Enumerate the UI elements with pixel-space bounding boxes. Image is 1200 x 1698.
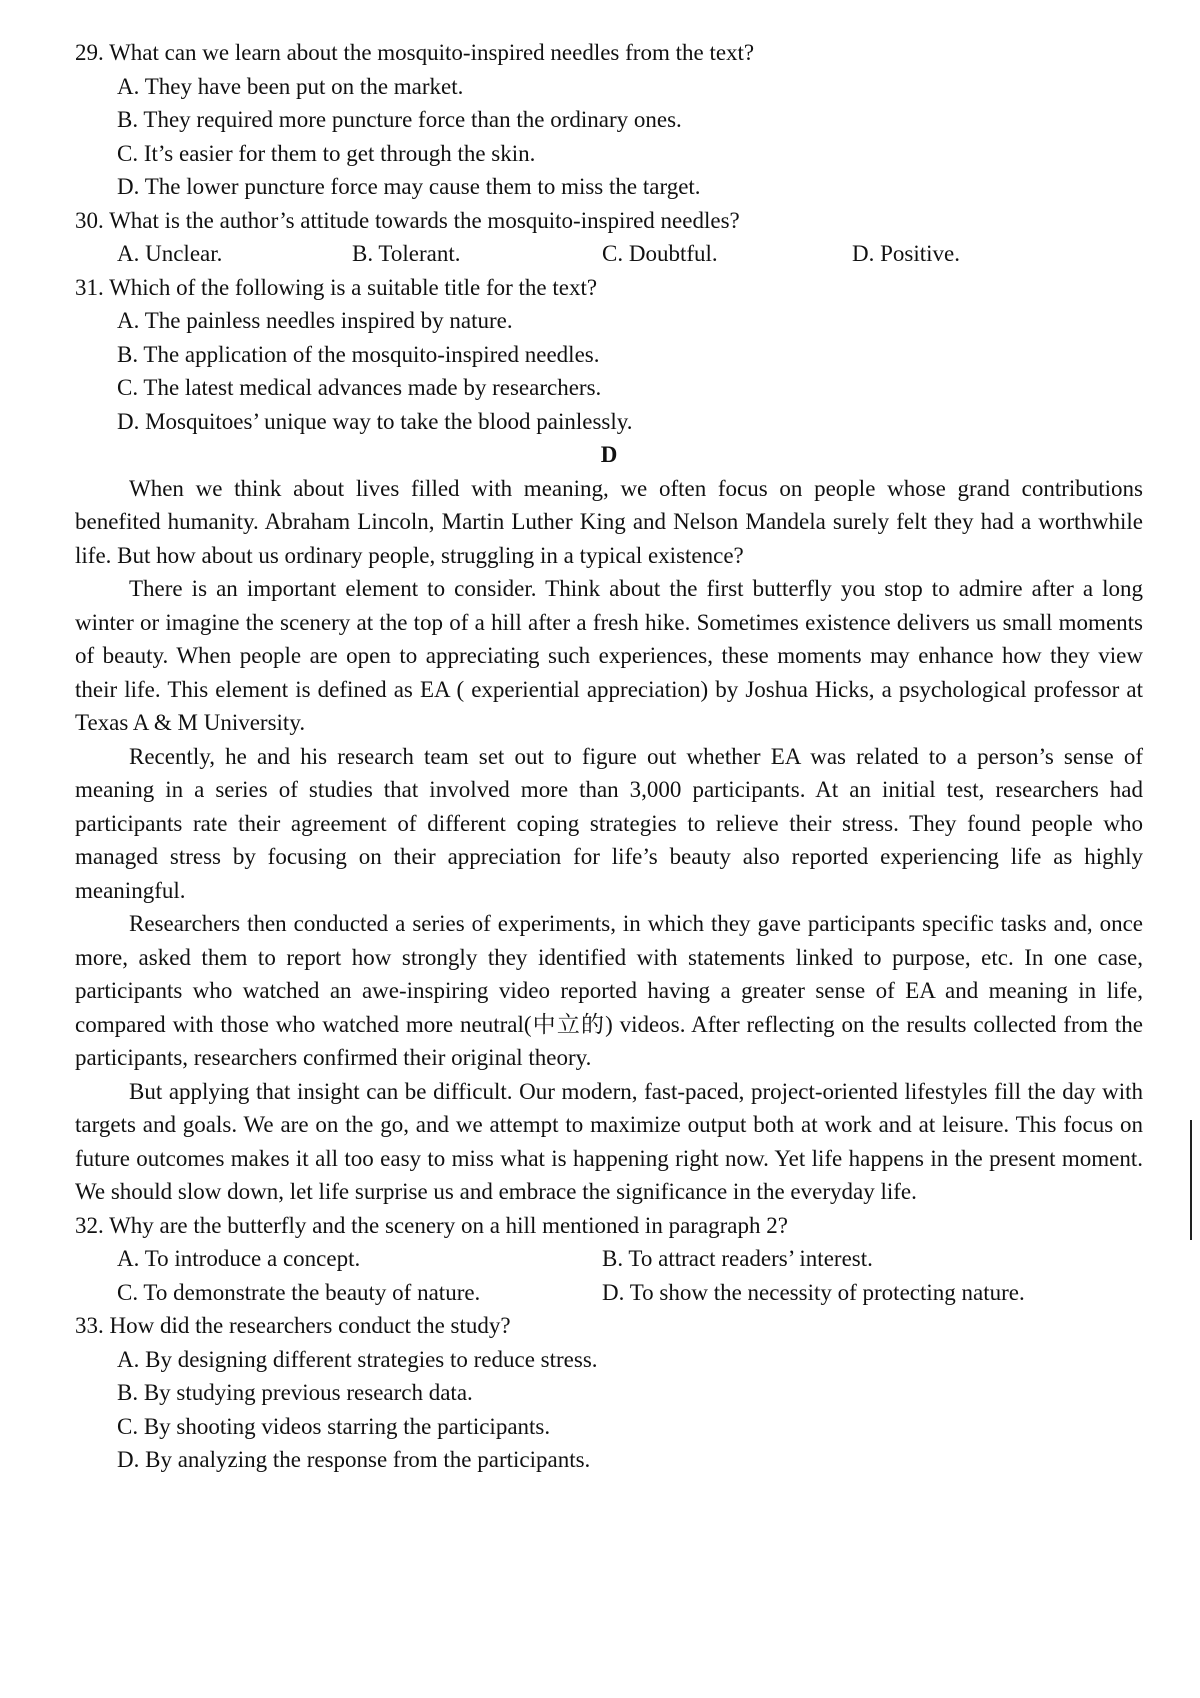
- section-heading: D: [600, 442, 618, 467]
- option-b: B. Tolerant.: [352, 241, 461, 266]
- question-stem: 30. What is the author’s attitude towards the mosquito-inspired needles?: [75, 207, 740, 233]
- option-c: C. The latest medical advances made by researchers.: [117, 375, 602, 400]
- option-d: D. Mosquitoes’ unique way to take the blood painlessly.: [117, 408, 633, 434]
- options-row: [75, 237, 1143, 271]
- question-stem: 32. Why are the butterfly and the scenery on a hill mentioned in paragraph 2?: [75, 1212, 788, 1238]
- passage-paragraph-5: But applying that insight can be difficult. Our modern, fast-paced, project-oriented lifestyles fill the day with targets and goals. We are on the go, and we attempt to maximize output both at work and at leisure. This focus on future outcomes makes it all too easy to miss what is happening right now. Yet life happens in the present moment. We should slow down, let life surprise us and embrace the significance in the everyday life.: [75, 1078, 1143, 1204]
- question-stem: 29. What can we learn about the mosquito-inspired needles from the text?: [75, 40, 755, 65]
- option-d: D. Positive.: [852, 241, 960, 266]
- option-c: C. By shooting videos starring the participants.: [117, 1413, 551, 1439]
- option-d: D. The lower puncture force may cause them to miss the target.: [117, 174, 701, 199]
- question-29: [75, 36, 1143, 204]
- option-a: A. Unclear.: [117, 241, 223, 266]
- options-row: [75, 1276, 1143, 1310]
- option-a: A. By designing different strategies to reduce stress.: [117, 1346, 598, 1372]
- option-d: D. By analyzing the response from the participants.: [117, 1447, 591, 1472]
- option-a: A. They have been put on the market.: [117, 73, 464, 99]
- option-b: B. The application of the mosquito-inspired needles.: [117, 341, 600, 367]
- option-a: A. To introduce a concept.: [117, 1246, 361, 1271]
- question-31: [75, 271, 1143, 439]
- options-row: [75, 1242, 1143, 1276]
- passage-paragraph-2: There is an important element to consider. Think about the first butterfly you stop to admire after a long winter or imagine the scenery at the top of a hill after a fresh hike. Sometimes existence delivers us small moments of beauty. When people are open to appreciating such experiences, these moments may enhance how they view their life. This element is defined as EA ( experiential appreciation) by Joshua Hicks, a psychological professor at Texas A & M University.: [75, 576, 1143, 735]
- question-stem: 33. How did the researchers conduct the study?: [75, 1313, 511, 1338]
- passage-paragraph-4: Researchers then conducted a series of experiments, in which they gave participants specific tasks and, once more, asked them to report how strongly they identified with statements linked to purpose, etc. In one case, participants who watched an awe-inspiring video reported having a greater sense of EA and meaning in life, compared with those who watched more neutral(中立的) videos. After reflecting on the results collected from the participants, researchers confirmed their original theory.: [75, 911, 1143, 1070]
- passage-paragraph-3: Recently, he and his research team set out to figure out whether EA was related to a person’s sense of meaning in a series of studies that involved more than 3,000 participants. At an initial test, researchers had participants rate their agreement of different coping strategies to relieve their stress. They found people who managed stress by focusing on their appreciation for life’s beauty also reported experiencing life as highly meaningful.: [75, 743, 1143, 903]
- question-stem: 31. Which of the following is a suitable title for the text?: [75, 274, 598, 300]
- passage-paragraph-1: When we think about lives filled with meaning, we often focus on people whose grand contributions benefited humanity. Abraham Lincoln, Martin Luther King and Nelson Mandela surely felt they had a worthwhile life. But how about us ordinary people, struggling in a typical existence?: [75, 475, 1143, 568]
- page-content: [75, 36, 1143, 1477]
- question-30: [75, 204, 1143, 271]
- option-c: C. It’s easier for them to get through the skin.: [117, 140, 536, 166]
- question-32: [75, 1209, 1143, 1310]
- option-b: B. By studying previous research data.: [117, 1380, 473, 1405]
- option-c: C. Doubtful.: [602, 241, 718, 266]
- option-d: D. To show the necessity of protecting nature.: [602, 1279, 1025, 1305]
- option-a: A. The painless needles inspired by nature.: [117, 308, 513, 333]
- option-c: C. To demonstrate the beauty of nature.: [117, 1279, 481, 1305]
- option-b: B. They required more puncture force than the ordinary ones.: [117, 107, 682, 132]
- option-b: B. To attract readers’ interest.: [602, 1246, 873, 1271]
- scan-edge-line: [1190, 1120, 1192, 1240]
- question-33: [75, 1309, 1143, 1477]
